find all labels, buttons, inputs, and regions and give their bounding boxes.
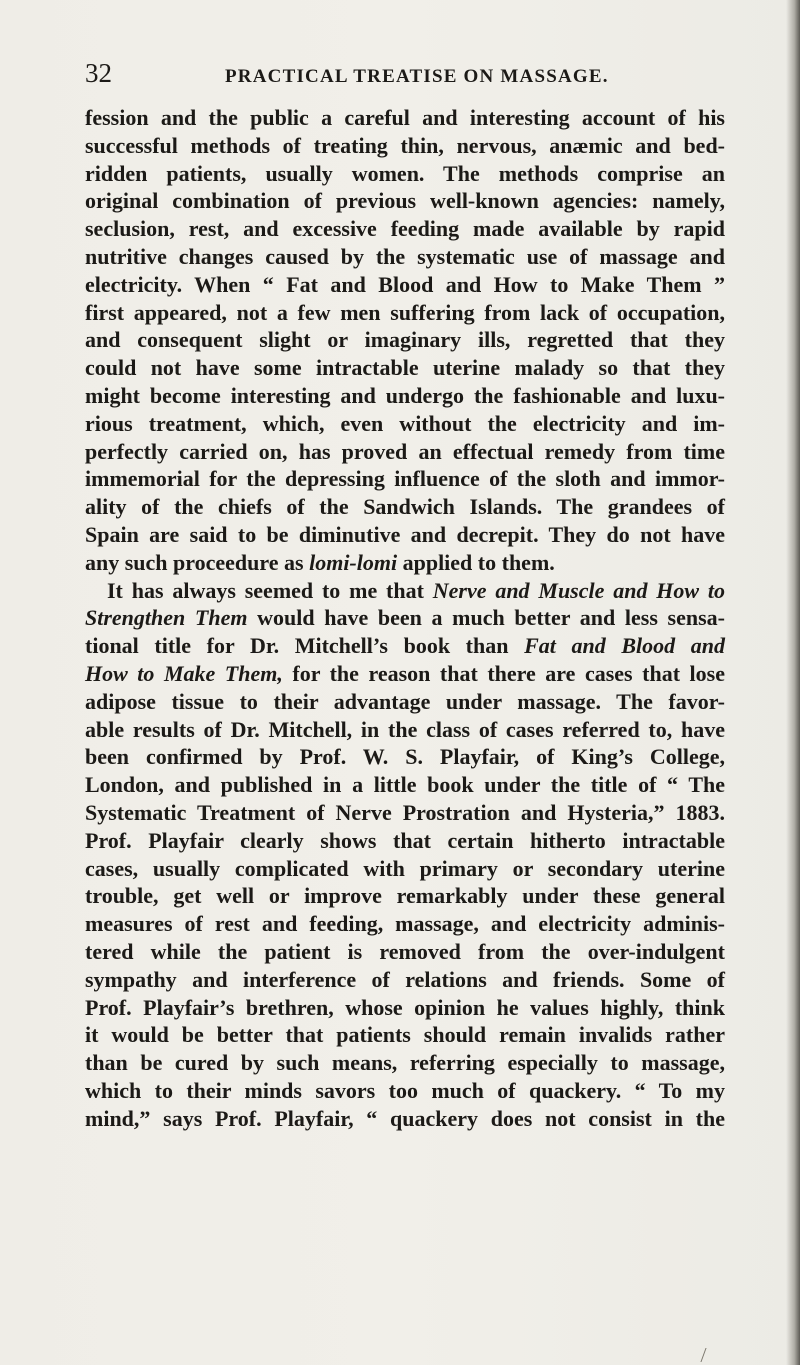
text-line [85,604,725,632]
text-line: electricity. When “ Fat and Blood and How to Make Them ” [85,271,725,297]
text-line: Prof. Playfair’s brethren, whose opinion he values highly, think [85,994,725,1020]
text-line: rious treatment, which, even without the electricity and im- [85,410,725,436]
text-line: cases, usually complicated with primary or secondary uterine [85,855,725,881]
italic-title: Fat and Blood and [524,633,725,659]
text-line: first appeared, not a few men suffering from lack of occupation, [85,299,725,325]
text-line: immemorial for the depressing influence of the sloth and immor- [85,466,725,492]
text-line: ridden patients, usually women. The methods comprise an [85,160,725,186]
italic-title: Nerve and Muscle and How to [432,577,725,603]
text-line: measures of rest and feeding, massage, and electricity adminis- [85,911,725,937]
text-line: London, and published in a little book under the title of “ The [85,772,725,798]
text-run: any such proceedure as [85,549,310,575]
text-line-paragraph-end [85,549,725,577]
text-line: Spain are said to be diminutive and decrepit. They do not have [85,521,725,547]
text-line: sympathy and interference of relations and friends. Some of [85,966,725,992]
text-line [85,632,725,660]
text-line: mind,” says Prof. Playfair, “ quackery does not consist in the [85,1105,725,1131]
text-line: tered while the patient is removed from the over-indulgent [85,938,725,964]
text-line: could not have some intractable uterine malady so that they [85,355,725,381]
text-line-paragraph-start [85,577,725,605]
text-line: and consequent slight or imaginary ills, regretted that they [85,327,725,353]
text-run: would have been a much better and less sensa- [247,605,725,631]
page-header [85,58,725,98]
text-line: perfectly carried on, has proved an effectual remedy from time [85,438,725,464]
text-line: able results of Dr. Mitchell, in the class of cases referred to, have [85,716,725,742]
text-line: trouble, get well or improve remarkably under these general [85,883,725,909]
page-edge-shadow [786,0,800,1365]
text-run: for the reason that there are cases that lose [282,660,725,686]
body-text [85,104,725,1132]
running-title: PRACTICAL TREATISE ON MASSAGE. [225,66,609,87]
text-line [85,660,725,688]
text-line: Prof. Playfair clearly shows that certain hitherto intractable [85,827,725,853]
text-line: which to their minds savors too much of quackery. “ To my [85,1077,725,1103]
italic-title: How to Make Them, [85,660,283,686]
italic-title: Strengthen Them [85,605,248,631]
text-line: than be cured by such means, referring especially to massage, [85,1050,725,1076]
text-line: fession and the public a careful and interesting account of his [85,105,725,130]
text-line: adipose tissue to their advantage under massage. The favor- [85,688,725,714]
text-line: successful methods of treating thin, nervous, anæmic and bed- [85,132,725,158]
text-line: original combination of previous well-known agencies: namely, [85,188,725,214]
text-line: nutritive changes caused by the systematic use of massage and [85,243,725,269]
text-line: it would be better that patients should remain invalids rather [85,1022,725,1048]
text-line: Systematic Treatment of Nerve Prostration and Hysteria,” 1883. [85,799,725,825]
text-run: tional title for Dr. Mitchell’s book than [85,633,525,659]
text-line: seclusion, rest, and excessive feeding made available by rapid [85,216,725,242]
text-line: might become interesting and undergo the fashionable and luxu- [85,382,725,408]
text-line: ality of the chiefs of the Sandwich Islands. The grandees of [85,494,725,520]
italic-term: lomi-lomi [309,549,398,575]
pencil-mark [700,1348,714,1362]
text-line: been confirmed by Prof. W. S. Playfair, of King’s College, [85,744,725,770]
page-number: 32 [85,58,112,88]
text-run: It has always seemed to me that [107,577,433,603]
text-run: applied to them. [397,549,555,575]
